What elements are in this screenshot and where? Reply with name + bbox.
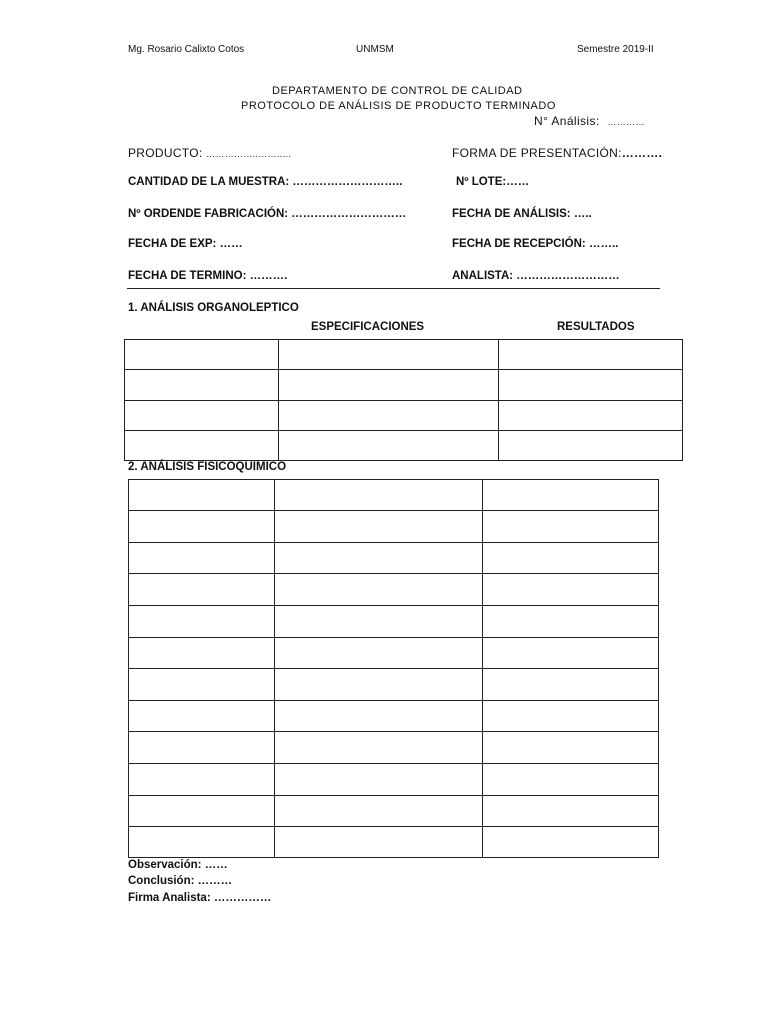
header-divider [127, 288, 660, 289]
table-cell [125, 401, 279, 431]
author-name: Mg. Rosario Calixto Cotos [128, 44, 245, 55]
table-row [125, 431, 683, 461]
semester-label: Semestre 2019-II [577, 44, 654, 55]
table-cell [275, 764, 483, 796]
producto-label: PRODUCTO: [128, 146, 203, 160]
table-cell [275, 511, 483, 543]
table-cell [499, 370, 683, 401]
table-cell [275, 574, 483, 606]
table-cell [129, 543, 275, 574]
table-cell [275, 669, 483, 701]
table-cell [275, 732, 483, 764]
table-cell [483, 701, 659, 732]
table-cell [129, 606, 275, 638]
table-cell [483, 764, 659, 796]
table-row [129, 701, 659, 732]
table-row [125, 340, 683, 370]
table-row [129, 574, 659, 606]
fecha-recepcion-field: FECHA DE RECEPCIÓN: …….. [452, 238, 619, 250]
table-cell [499, 431, 683, 461]
producto-field [128, 146, 292, 160]
table-cell [279, 431, 499, 461]
table-row [129, 543, 659, 574]
col-especificaciones: ESPECIFICACIONES [311, 321, 425, 333]
table-cell [129, 638, 275, 669]
analysis-number-value: ………… [607, 117, 645, 127]
institution-name: UNMSM [356, 44, 394, 55]
conclusion-field: Conclusión: ……… [128, 875, 233, 887]
table-cell [483, 827, 659, 858]
section2-title: 2. ANÁLISIS FISICOQUIMICO [128, 461, 287, 473]
table-cell [483, 638, 659, 669]
table-cell [275, 827, 483, 858]
col-resultados: RESULTADOS [557, 321, 635, 333]
analysis-number [534, 114, 645, 128]
table-cell [129, 796, 275, 827]
protocol-title: PROTOCOLO DE ANÁLISIS DE PRODUCTO TERMINADO [241, 100, 556, 112]
table-cell [275, 701, 483, 732]
fecha-exp-field: FECHA DE EXP: …… [128, 238, 243, 250]
table-cell [129, 701, 275, 732]
table-cell [129, 511, 275, 543]
table-row [129, 827, 659, 858]
table-cell [483, 511, 659, 543]
organoleptic-table [124, 339, 683, 461]
table-cell [279, 370, 499, 401]
table-cell [275, 543, 483, 574]
table-row [129, 638, 659, 669]
table-row [129, 669, 659, 701]
analista-field: ANALISTA: ……………………… [452, 270, 620, 282]
section1-title: 1. ANÁLISIS ORGANOLEPTICO [128, 302, 299, 314]
lote-field: Nº LOTE:…… [456, 176, 530, 188]
table-cell [129, 669, 275, 701]
table-cell [499, 340, 683, 370]
forma-field [452, 146, 662, 160]
table-cell [125, 370, 279, 401]
analysis-number-label: N° Análisis: [534, 114, 600, 128]
table-cell [129, 574, 275, 606]
orden-field: Nº ORDENDE FABRICACIÓN: ………………………… [128, 208, 407, 220]
fecha-analisis-field: FECHA DE ANÁLISIS: ….. [452, 208, 592, 220]
table-cell [275, 606, 483, 638]
forma-value: ………. [621, 146, 663, 160]
table-cell [483, 606, 659, 638]
table-cell [129, 732, 275, 764]
department-title: DEPARTAMENTO DE CONTROL DE CALIDAD [272, 85, 523, 97]
table-cell [129, 764, 275, 796]
table-cell [483, 732, 659, 764]
table-row [129, 480, 659, 511]
table-cell [483, 796, 659, 827]
table-cell [499, 401, 683, 431]
table-cell [483, 574, 659, 606]
table-row [129, 796, 659, 827]
table-cell [129, 480, 275, 511]
table-row [129, 764, 659, 796]
table-row [129, 732, 659, 764]
table-cell [125, 340, 279, 370]
table-cell [483, 543, 659, 574]
table-cell [483, 480, 659, 511]
table-row [129, 606, 659, 638]
table-row [125, 370, 683, 401]
table-cell [125, 431, 279, 461]
table-cell [279, 340, 499, 370]
producto-value: ……………..……..… [206, 149, 292, 159]
fecha-termino-field: FECHA DE TERMINO: ………. [128, 270, 288, 282]
table-cell [279, 401, 499, 431]
table-cell [129, 827, 275, 858]
table-cell [275, 480, 483, 511]
table-cell [275, 796, 483, 827]
observacion-field: Observación: …… [128, 859, 228, 871]
table-row [125, 401, 683, 431]
cantidad-field: CANTIDAD DE LA MUESTRA: ……………………….. [128, 176, 403, 188]
forma-label: FORMA DE PRESENTACIÓN: [452, 146, 622, 160]
firma-field: Firma Analista: …………… [128, 892, 272, 904]
table-cell [483, 669, 659, 701]
table-row [129, 511, 659, 543]
table-cell [275, 638, 483, 669]
physicochemical-table [128, 479, 659, 858]
